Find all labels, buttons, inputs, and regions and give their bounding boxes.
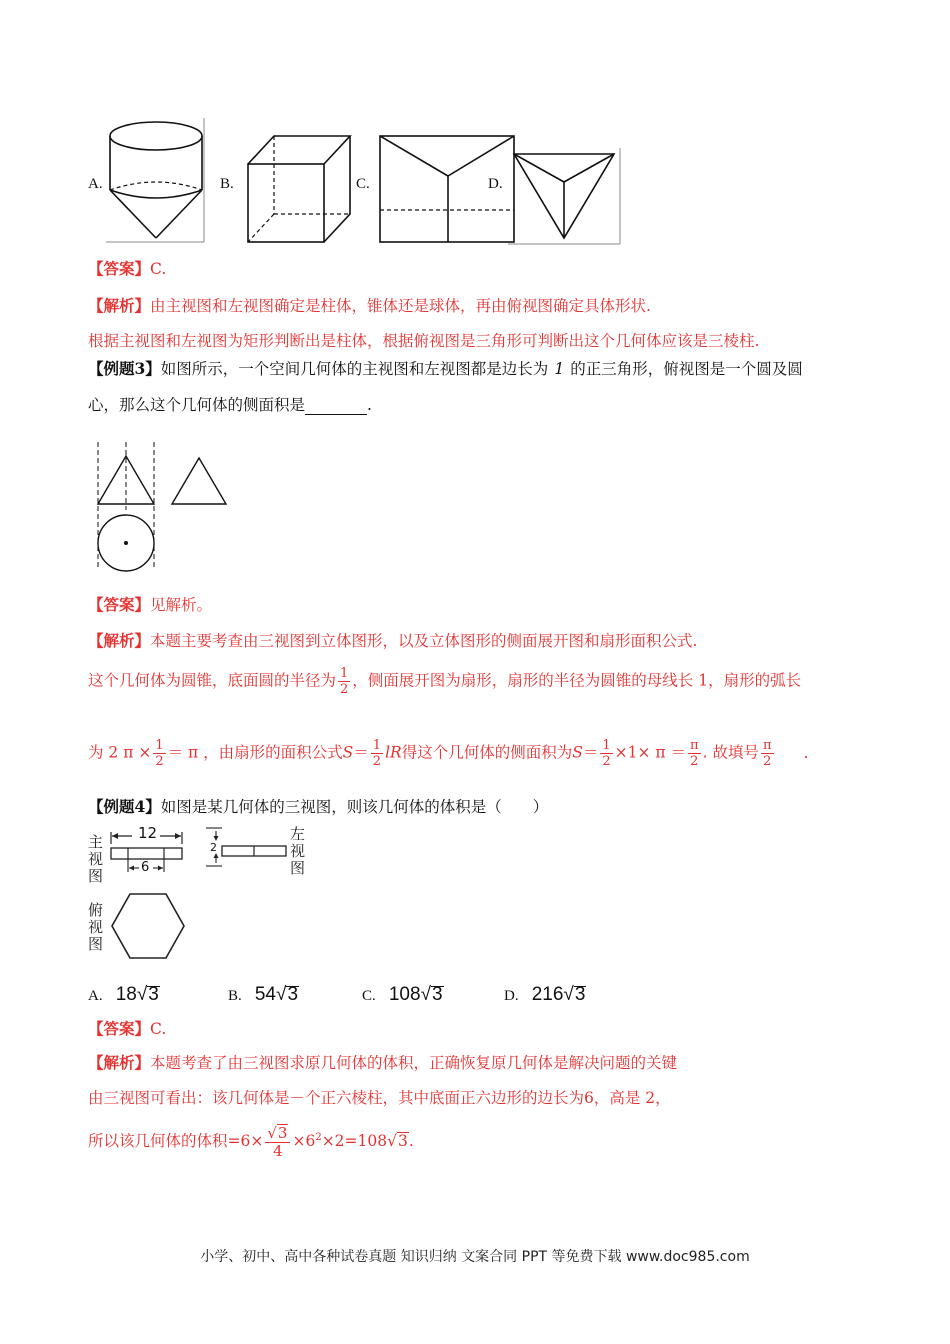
q3-analysis-line3 (88, 738, 808, 769)
answer-text: 见解析。 (150, 596, 213, 614)
q2-analysis-line2: 根据主视图和左视图为矩形判断出是柱体，根据俯视图是三角形可判断出这个几何体应该是三棱柱. (88, 332, 760, 350)
q4-analysis-line1 (88, 1053, 677, 1073)
analysis-text: . 故填号 (702, 743, 759, 762)
option-letter: A. (88, 988, 103, 1004)
answer-text: C. (150, 1020, 167, 1038)
analysis-text: ×1× π ＝ (614, 743, 687, 762)
analysis-text: 得这个几何体的侧面积为 (401, 743, 573, 762)
dimension-2: 2 (210, 841, 217, 854)
fraction-pi-half: $\frac{\pi}{2}$ (762, 738, 772, 769)
analysis-text: 由主视图和左视图确定是柱体，锥体还是球体，再由俯视图确定具体形状. (150, 297, 651, 315)
option-coefficient: 108 (388, 984, 421, 1005)
answer-tag: 【答案】 (88, 595, 151, 614)
dimension-12: 12 (138, 824, 158, 842)
option-coefficient: 18 (115, 984, 137, 1005)
side-length: 1 (554, 360, 565, 378)
question-tag: 【例题4】 (88, 797, 161, 816)
analysis-text: 为 2 π × (88, 743, 152, 762)
question-tag: 【例题3】 (88, 359, 161, 378)
analysis-text: 这个几何体为圆锥，底面圆的半径为 (88, 671, 337, 690)
option-letter: B. (220, 176, 234, 192)
q4-answer (88, 1019, 166, 1039)
equals: ＝ (353, 743, 369, 762)
answer-tag: 【答案】 (88, 1019, 151, 1038)
q3-analysis-line2 (88, 666, 801, 697)
q3-three-view-figure (92, 440, 232, 572)
q4-stem (88, 797, 548, 817)
option-coefficient: 54 (254, 984, 276, 1005)
fraction-half: $\frac{1}{2}$ (155, 738, 164, 769)
q4-option-d: D. 216√3 (504, 984, 586, 1005)
option-letter: D. (488, 176, 503, 192)
triangular-pyramid-figure (508, 148, 622, 246)
fraction-half: $\frac{1}{2}$ (340, 666, 349, 697)
option-radicand: 3 (287, 984, 299, 1005)
q2-answer (88, 259, 166, 279)
analysis-text: 本题主要考查由三视图到立体图形，以及立体图形的侧面展开图和扇形面积公式. (150, 632, 698, 650)
symbol-s: S (342, 743, 354, 762)
analysis-text: ×6 (292, 1132, 316, 1150)
analysis-text: ×2=108 (321, 1132, 388, 1150)
symbol-s: S (572, 743, 583, 762)
stem-text: 如图所示，一个空间几何体的主视图和左视图都是边长为 (160, 360, 549, 378)
cube-figure (244, 130, 354, 246)
option-coefficient: 216 (531, 984, 564, 1005)
line-end: . (408, 1132, 414, 1150)
answer-tag: 【答案】 (88, 259, 151, 278)
option-letter: D. (504, 988, 519, 1004)
q2-analysis-line1 (88, 296, 651, 316)
q3-stem-line2 (88, 395, 372, 415)
analysis-text: 所以该几何体的体积=6× (88, 1132, 264, 1150)
analysis-text: ＝ π ，由扇形的面积公式 (167, 743, 343, 762)
answer-blank (305, 400, 367, 415)
option-radicand: 3 (432, 984, 443, 1005)
radicand: 3 (398, 1132, 408, 1150)
fraction-half: $\frac{1}{2}$ (602, 738, 611, 769)
option-letter: C. (362, 988, 376, 1004)
analysis-tag: 【解析】 (88, 296, 151, 315)
option-radicand: 3 (148, 984, 159, 1005)
analysis-tag: 【解析】 (88, 631, 151, 650)
analysis-text: ，侧面展开图为扇形，扇形的半径为圆锥的母线长 1，扇形的弧长 (352, 671, 802, 690)
fraction-pi-half: $\frac{\pi}{2}$ (690, 738, 699, 769)
option-letter: C. (356, 176, 370, 192)
fraction-sqrt3-over-4: $\frac{√3}{4}$ (265, 1124, 290, 1160)
q3-answer (88, 595, 212, 615)
cylinder-cone-figure (106, 118, 206, 246)
stem-end: . (367, 396, 372, 414)
q4-analysis-line2: 由三视图可看出：该几何体是－个正六棱柱，其中底面正六边形的边长为6，高是 2， (88, 1089, 671, 1107)
top-view-label: 俯 视 图 (88, 901, 104, 953)
q3-stem-line1 (88, 359, 803, 379)
analysis-text: 本题考查了由三视图求原几何体的体积，正确恢复原几何体是解决问题的关键 (150, 1054, 678, 1072)
q3-analysis-line1 (88, 631, 697, 651)
fraction-half: $\frac{1}{2}$ (372, 738, 382, 769)
answer-text: C. (150, 260, 167, 278)
line-end: . (803, 743, 809, 762)
page-footer: 小学、初中、高中各种试卷真题 知识归纳 文案合同 PPT 等免费下载 www.doc985.com (200, 1249, 750, 1265)
top-view-hexagon (108, 890, 188, 962)
analysis-tag: 【解析】 (88, 1053, 151, 1072)
option-letter: B. (228, 988, 242, 1004)
stem-text: 的正三角形，俯视图是一个圆及圆 (570, 360, 803, 378)
stem-text: 如图是某几何体的三视图，则该几何体的体积是（ ） (160, 798, 549, 816)
equals: ＝ (582, 743, 599, 762)
front-view-label: 主 视 图 (88, 833, 104, 885)
option-radicand: 3 (574, 984, 586, 1005)
stem-text: 心，那么这个几何体的侧面积是 (88, 396, 306, 414)
q4-option-c: C. 108√3 (362, 984, 443, 1005)
q4-analysis-line3: 所以该几何体的体积=6× $\frac{√3}{4}$ $\times 6^2\times 2=108√3$. (88, 1124, 414, 1160)
option-letter: A. (88, 176, 103, 192)
dimension-6: 6 (141, 860, 150, 875)
side-view-label: 左 视 图 (290, 825, 306, 877)
symbol-lr: lR (385, 743, 402, 762)
q4-option-a: A. 18√3 (88, 984, 159, 1005)
exponent: 2 (315, 1131, 322, 1143)
q4-option-b: B. 54√3 (228, 984, 299, 1005)
